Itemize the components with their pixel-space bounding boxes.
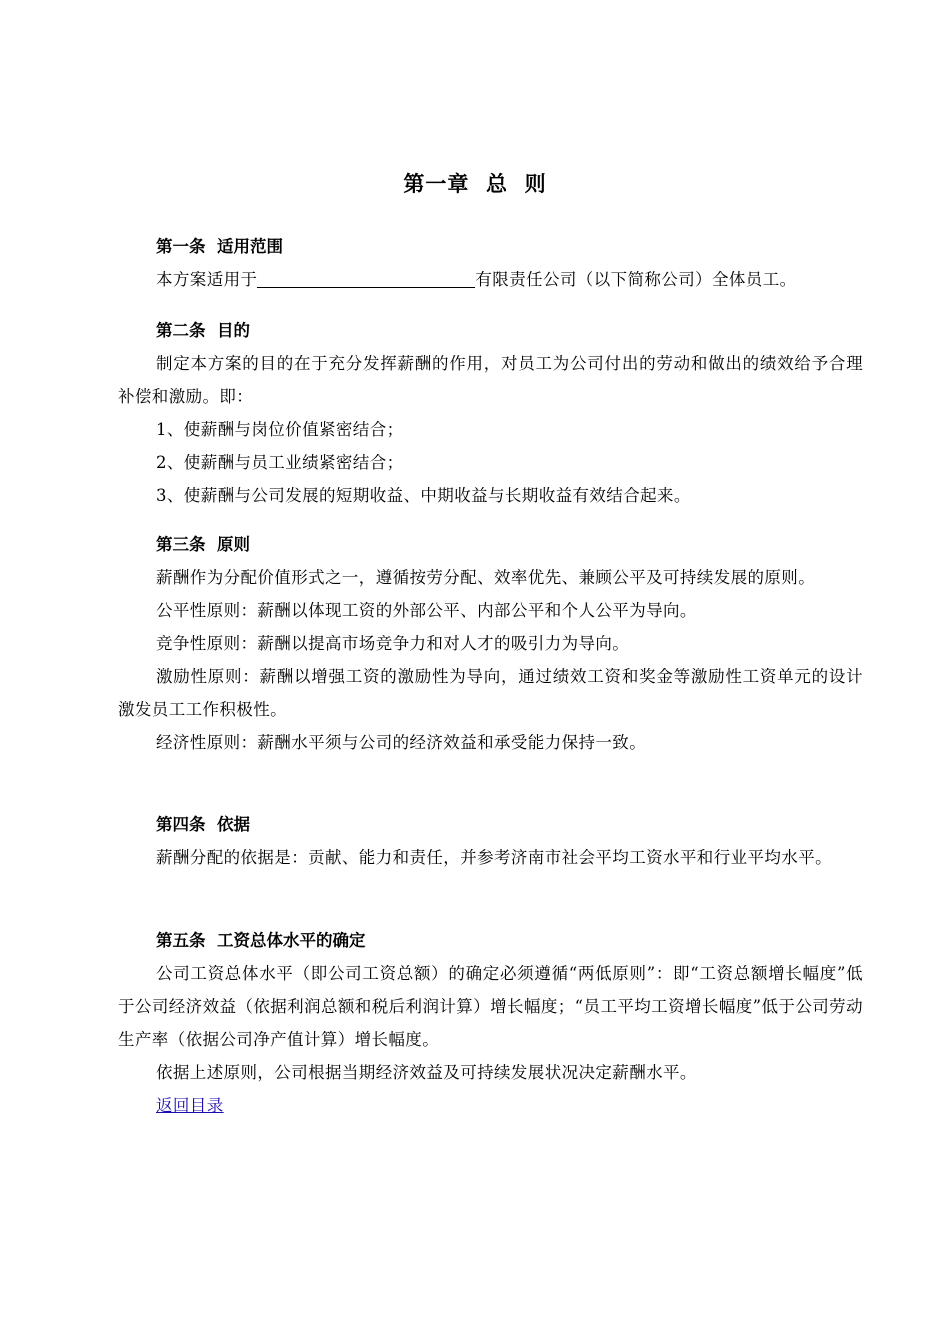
article-2-heading: 第二条 目的	[156, 321, 250, 340]
article-3-paragraph: 竞争性原则：薪酬以提高市场竞争力和对人才的吸引力为导向。	[156, 634, 630, 653]
article-3-heading: 第三条 原则	[156, 535, 250, 554]
article-3-paragraph: 公平性原则：薪酬以体现工资的外部公平、内部公平和个人公平为导向。	[156, 601, 697, 620]
article-5-heading: 第五条 工资总体水平的确定	[156, 931, 366, 950]
back-to-toc-link[interactable]: 返回目录	[156, 1096, 224, 1115]
article-4	[118, 808, 863, 874]
article-1	[118, 230, 863, 296]
article-5-paragraph: 公司工资总体水平（即公司工资总额）的确定必须遵循“两低原则”：即“工资总额增长幅度”低于公司经济效益（依据利润总额和税后利润计算）增长幅度；“员工平均工资增长幅度”低于公司劳动生产率（依据公司净产值计算）增长幅度。	[118, 964, 863, 1049]
article-4-paragraph: 薪酬分配的依据是：贡献、能力和责任，并参考济南市社会平均工资水平和行业平均水平。	[156, 848, 832, 867]
scope-suffix: 有限责任公司（以下简称公司）全体员工。	[475, 270, 797, 289]
article-2-paragraph: 制定本方案的目的在于充分发挥薪酬的作用，对员工为公司付出的劳动和做出的绩效给予合理补偿和激励。即：	[118, 354, 863, 406]
article-2-item: 1、使薪酬与岗位价值紧密结合；	[156, 420, 404, 439]
article-1-scope	[118, 263, 863, 296]
scope-prefix: 本方案适用于	[156, 270, 258, 289]
company-name-blank[interactable]	[257, 267, 475, 288]
article-3-paragraph: 激励性原则：薪酬以增强工资的激励性为导向，通过绩效工资和奖金等激励性工资单元的设计激发员工工作积极性。	[118, 667, 863, 719]
article-4-heading: 第四条 依据	[156, 815, 250, 834]
article-3-paragraph: 薪酬作为分配价值形式之一，遵循按劳分配、效率优先、兼顾公平及可持续发展的原则。	[156, 568, 816, 587]
back-to-toc-row	[118, 1089, 863, 1122]
chapter-title: 第一章 总 则	[403, 172, 547, 196]
article-2-item: 3、使薪酬与公司发展的短期收益、中期收益与长期收益有效结合起来。	[156, 486, 691, 505]
article-2-item: 2、使薪酬与员工业绩紧密结合；	[156, 453, 404, 472]
article-5-paragraph: 依据上述原则，公司根据当期经济效益及可持续发展状况决定薪酬水平。	[156, 1063, 697, 1082]
article-2	[118, 314, 863, 512]
article-3-paragraph: 经济性原则：薪酬水平须与公司的经济效益和承受能力保持一致。	[156, 733, 647, 752]
article-3	[118, 528, 863, 759]
article-5	[118, 924, 863, 1122]
article-1-heading: 第一条 适用范围	[156, 237, 283, 256]
